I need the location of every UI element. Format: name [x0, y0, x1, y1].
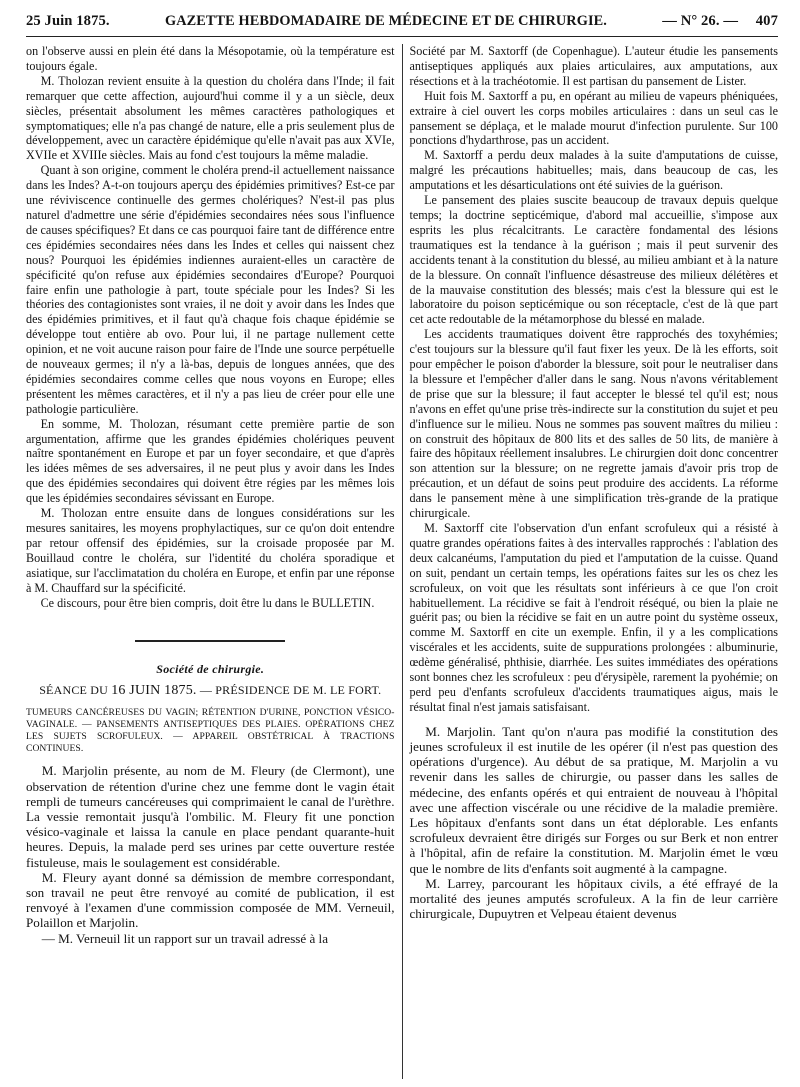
page-header	[26, 6, 778, 37]
paragraph: Les accidents traumatiques doivent être rapprochés des toxyhémies; c'est toujours sur la blessure qu'il faut fixer les yeux. De là les efforts, soit pour empêcher le poison d'aborder la blessure, soit pour le neutraliser dans la blessure et l'empêcher d'aller dans le sang. Nous n'avons véritablement de prise que sur la blessure; il faut accepter le blessé tel qu'il est; nous n'avons en effet qu'une prise très-indirecte sur la constitution du sujet et peu d'influence sur le milieu. Nous ne sommes pas souvent maîtres du milieu : on construit des hôpitaux de 800 lits et des salles de 50 lits, de manière à faire des hôpitaux réellement insalubres. Le chirurgien doit donc concentrer son attention sur la blessure; on ne regrette jamais d'avoir pris trop de précaution, et un défaut de soins peut produire des accidents. La réforme dans le pansement mène à une simplification très-grande de la pratique chirurgicale.	[409, 327, 778, 521]
header-date: 25 Juin 1875.	[26, 12, 110, 29]
paragraph: M. Larrey, parcourant les hôpitaux civils, a été effrayé de la mortalité des jeunes amputés scrofuleux. A la fin de leur carrière chirurgicale, Dupuytren et Velpeau étaient devenus	[409, 875, 778, 922]
paragraph: on l'observe aussi en plein été dans la Mésopotamie, où la température est toujours égale.	[26, 44, 395, 73]
paragraph: M. Fleury ayant donné sa démission de membre correspondant, son travail ne peut être renvoyé au comité de publication, il est renvoyé à l'examen d'une commission composée de MM. Verneuil, Polaillon et Marjolin.	[26, 869, 395, 931]
paragraph: Ce discours, pour être bien compris, doit être lu dans le BULLETIN.	[40, 595, 375, 610]
paragraph: M. Saxtorff a perdu deux malades à la suite d'amputations de cuisse, malgré les précautions habituelles; mais, dans beaucoup de cas, les amputations et les désarticulations ont été suivies de la guérison.	[409, 148, 778, 193]
session-prefix: SÉANCE DU	[39, 683, 108, 698]
paragraph: Quant à son origine, comment le choléra prend-il actuellement naissance dans les Indes? A-t-on toujours aperçu des épidémies primitives? Est-ce par une réviviscence continuelle des germes cholériques? N'est-il pas plus naturel d'admettre une série d'épidémies secondaires nées sous l'influence de causes spécifiques? Et dans ce cas pourquoi faire tant de différence entre ces épidémies secondaires nées dans les Indes et celles qui naissent chez nous? Pourquoi les épidémies indiennes auraient-elles un caractère de spécificité qu'on refuse aux épidémies secondaires d'Europe? Pourquoi faire enfin une pathologie à part, toute spéciale pour les Indes? Si les théories des contagionistes sont vraies, il ne doit y avoir dans les Indes que des épidémies primitives, et il faut qu'à chaque fois chaque épidémie se développe tout entière ab ovo. Pour lui, il ne partage nullement cette opinion, et ne voit aucune raison pour faire de l'Inde une source perpétuelle de nouveaux germes; il n'y a là-bas, depuis de longues années, que des épidémies secondaires comme celles que nous voyons en Europe; elles présentent les mêmes caractères, et il n'y a pas lieu de créer pour elle une pathologie particulière.	[26, 163, 395, 416]
paragraph: En somme, M. Tholozan, résumant cette première partie de son argumentation, affirme que les grandes épidémies cholériques peuvent naître spontanément en Europe et par un foyer secondaire, et que d'après les idées mêmes de ses adversaires, il ne peut plus y avoir dans les Indes que des épidémies secondaires qui doivent être régies par les mêmes lois que les épidémies secondaires sévissant en Europe.	[26, 416, 395, 506]
session-summary: TUMEURS CANCÉREUSES DU VAGIN; RÉTENTION D'URINE, PONCTION VÉSICO-VAGINALE. — PANSEMENTS ANTISEPTIQUES DES PLAIES. OPÉRATIONS CHEZ LES SUJETS SCROFULEUX. — APPAREIL OBSTÉTRICAL À TRACTIONS CONTINUES.	[26, 707, 395, 754]
paragraph: Le pansement des plaies suscite beaucoup de travaux depuis quelque temps; la doctrine septicémique, d'abord mal accueillie, s'impose aux esprits les plus récalcitrants. Le caractère fondamental des lésions traumatiques est la tendance à la guérison ; mais il peut survenir des accidents tenant à la constitution du blessé, au milieu ambiant et à la nature de la blessure. On connaît l'influence désastreuse des milieux délétères et de la mauvaise constitution des blessés; mais c'est la blessure qui est le laboratoire du poison septicémique ou son réceptacle, c'est de là que part cet acte redoutable de la métamorphose du blessé en malade.	[409, 193, 778, 327]
session-date: 16 JUIN 1875.	[111, 683, 197, 699]
header-right	[662, 13, 778, 30]
right-column	[402, 44, 779, 1079]
paragraph: M. Saxtorff cite l'observation d'un enfant scrofuleux qui a résisté à quatre grandes opérations faites à des intervalles rapprochés : l'ablation des deux calcanéums, l'amputation du pied et l'amputation de la cuisse. Quand on suit, pendant un certain temps, les opérations faites sur les os chez les scrofuleux, on voit que les résultats sont inférieurs à ce que l'on croit habituellement. La récidive se fait à l'endroit réséqué, ou bien la plaie ne guérit pas; ou bien la récidive se fait en un autre point du système osseux, comme M. Saxtorff en cite un exemple. Enfin, il y a les complications viscérales et les accidents, suite de suppurations prolongées : albuminurie, œdème généralisé, phthisie, diarrhée. Les suites immédiates des opérations sont bonnes chez les scrofuleux : peu d'érysipèle, rarement la pyohémie; on perd peu d'enfants scrofuleux d'accidents traumatiques aigus, mais le résultat final n'est jamais satisfaisant.	[409, 521, 778, 714]
paragraph: M. Tholozan revient ensuite à la question du choléra dans l'Inde; il fait remarquer que cette affection, aujourd'hui comme il y a un siècle, deux siècles, présentait absolument les mêmes caractères pathologiques et symptomatiques; elle n'a pas changé de nature, elle a pris seulement plus de développement, avec un caractère épidémique qu'elle n'avait pas aux XVIe, XVIIe et XVIIIe siècles. Mais au fond c'est toujours la même maladie.	[26, 73, 395, 163]
section-title: Société de chirurgie.	[156, 662, 265, 677]
text-columns	[26, 44, 778, 1079]
paragraph-gap	[410, 715, 779, 724]
header-issue: — N° 26. —	[662, 12, 739, 29]
paragraph: M. Tholozan entre ensuite dans de longues considérations sur les mesures sanitaires, les moyens prophylactiques, sur ce qu'on doit entendre par retour offensif des épidémies, sur la croisade proposée par M. Bouillaud contre le choléra, sur l'identité du choléra sporadique et asiatique, sur l'acclimatation du choléra en Europe, et enfin par une réponse à M. Chauffard sur la spécificité.	[26, 506, 395, 595]
left-column	[26, 44, 402, 1079]
header-title: GAZETTE HEBDOMADAIRE DE MÉDECINE ET DE CHIRURGIE.	[164, 12, 607, 29]
paragraph: Huit fois M. Saxtorff a pu, en opérant au milieu de vapeurs phéniquées, extraire à ciel ouvert les corps mobiles articulaires : dans un seul cas le pansement se déplaça, et le malade mourut d'infection purulente. Sur 100 ponctions d'hydarthrose, pas un accident.	[409, 88, 778, 148]
paragraph: Société par M. Saxtorff (de Copenhague). L'auteur étudie les pansements antiseptiques appliqués aux plaies articulaires, aux amputations, aux résections et à la trachéotomie. Il est partisan du pansement de Lister.	[409, 44, 778, 88]
paragraph: M. Marjolin présente, au nom de M. Fleury (de Clermont), une observation de rétention d'urine chez une femme dont le vagin était rempli de tumeurs cancéreuses qui comprimaient le canal de l'urèthre. La vessie remontait jusqu'à l'ombilic. M. Fleury fit une ponction vésico-vaginale et laissa la canule en place pendant quarante-huit heures. Depuis, la malade perd ses urines par cette ouverture restée fistuleuse, mais le soulagement est considérable.	[26, 763, 395, 870]
paragraph: M. Marjolin. Tant qu'on n'aura pas modifié la constitution des jeunes scrofuleux il est inutile de les opérer (il n'est pas question des opérations d'urgence). Au début de sa pratique, M. Marjolin a vu revenir dans les salles de chirurgie, ou passer dans les salles de médecine, des enfants opérés et qui entraient de nouveau à l'hôpital avec une affection viscérale ou une récidive de la maladie première. Les hôpitaux d'enfants sont dans un état déplorable. Les enfants scrofuleux devraient être dirigés sur Forges ou sur Berk et non entrer à l'hôpital, afin de refaire la constitution. M. Marjolin émet le vœu que le nombre de lits d'enfants soit augmenté à la campagne.	[409, 723, 778, 876]
session-presidency: — PRÉSIDENCE DE M. LE FORT.	[199, 683, 382, 698]
header-page-number: 407	[755, 12, 778, 29]
paragraph: — M. Verneuil lit un rapport sur un travail adressé à la	[41, 930, 329, 946]
section-divider	[135, 640, 285, 642]
session-line	[26, 683, 395, 699]
